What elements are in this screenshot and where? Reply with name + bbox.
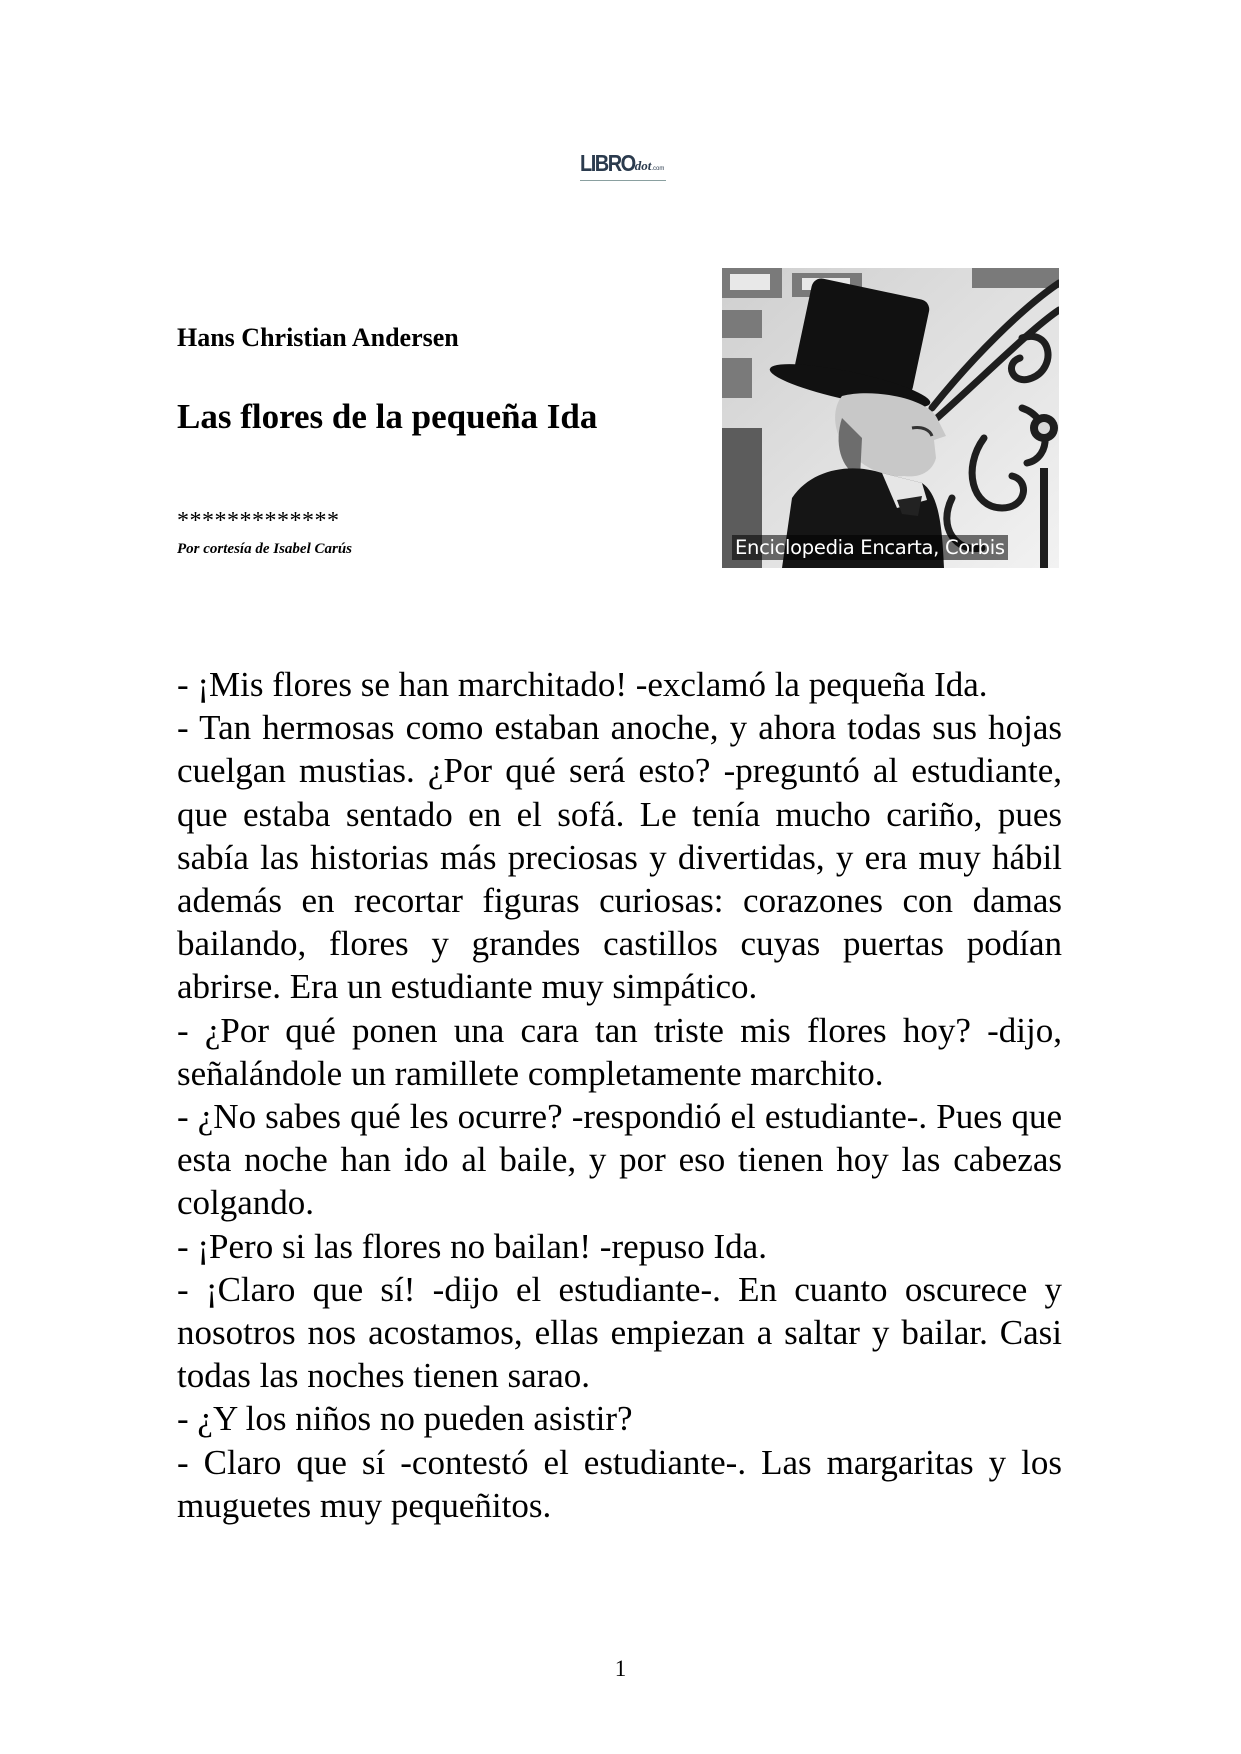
page-number: 1 — [614, 1656, 627, 1681]
courtesy-line: Por cortesía de Isabel Carús — [177, 541, 353, 557]
logo-underline — [580, 180, 666, 181]
paragraph: - ¿No sabes qué les ocurre? -respondió el estudiante-. Pues que esta noche han ido al baile, y por eso tienen hoy las cabezas colgando. — [177, 1097, 1062, 1223]
photo-credit: Enciclopedia Encarta, Corbis — [732, 535, 1008, 560]
paragraph: - ¡Claro que sí! -dijo el estudiante-. En cuanto oscurece y nosotros nos acostamos, ellas empiezan a saltar y bailar. Casi todas las noches tienen sarao. — [177, 1269, 1062, 1396]
author-portrait — [722, 268, 1059, 568]
logo-brand: LIBRO — [580, 151, 635, 177]
logo-com: .com — [651, 166, 665, 172]
logo-dot: dot — [634, 158, 652, 173]
librodot-logo — [580, 153, 666, 183]
separator-stars: ************* — [177, 508, 340, 534]
paragraph: - Claro que sí -contestó el estudiante-. Las margaritas y los muguetes muy pequeñitos. — [177, 1442, 1062, 1525]
story-title: Las flores de la pequeña Ida — [177, 397, 598, 436]
portrait-illustration — [722, 268, 1059, 568]
paragraph: - Tan hermosas como estaban anoche, y ahora todas sus hojas cuelgan mustias. ¿Por qué será esto? -preguntó al estudiante, que estaba sentado en el sofá. Le tenía mucho cariño, pues sabía las historias más preciosas y divertidas, y era muy hábil además en recortar figuras curiosas: corazones con damas bailando, flores y grandes castillos cuyas puertas podían abrirse. Era un estudiante muy simpático. — [177, 708, 1062, 1007]
author-name: Hans Christian Andersen — [177, 323, 459, 352]
paragraph: - ¿Y los niños no pueden asistir? — [177, 1399, 633, 1439]
paragraph: - ¿Por qué ponen una cara tan triste mis flores hoy? -dijo, señalándole un ramillete completamente marchito. — [177, 1010, 1062, 1093]
paragraph: - ¡Pero si las flores no bailan! -repuso Ida. — [177, 1226, 767, 1266]
story-body — [177, 663, 1062, 1527]
paragraph: - ¡Mis flores se han marchitado! -exclamó la pequeña Ida. — [177, 665, 988, 704]
